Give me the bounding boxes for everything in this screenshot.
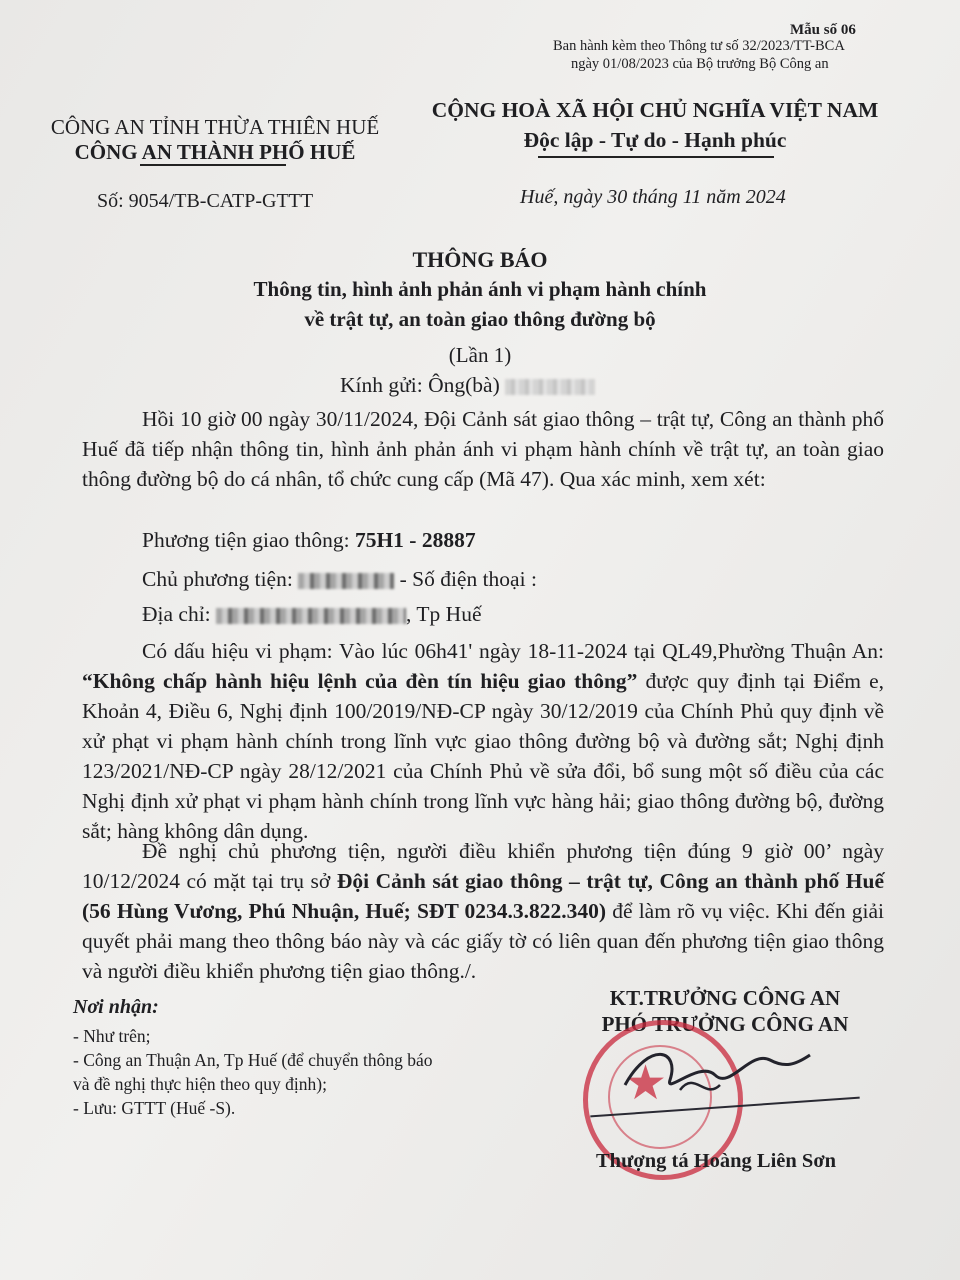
address-label: Địa chỉ: <box>142 602 211 626</box>
place-date: Huế, ngày 30 tháng 11 năm 2024 <box>520 186 786 208</box>
national-motto: Độc lập - Tự do - Hạnh phúc <box>523 128 787 152</box>
form-number: Mẫu số 06 <box>790 22 856 38</box>
document-number: Số: 9054/TB-CATP-GTTT <box>97 190 314 212</box>
recipient-item: - Như trên; <box>73 1026 151 1046</box>
form-legal-basis-line2: ngày 01/08/2023 của Bộ trưởng Bộ Công an <box>571 56 829 72</box>
address-city: , Tp Huế <box>406 602 482 626</box>
phone-label: - Số điện thoại : <box>399 567 537 591</box>
star-icon: ★ <box>624 1055 668 1111</box>
request-text-1: Đề nghị chủ phương tiện, người điều khiển phương tiện đúng 9 giờ 00’ ngày 10/12/2024 có mặt tại trụ sở <box>82 839 884 893</box>
recipients-title: Nơi nhận: <box>73 996 159 1018</box>
violation-text-1: Có dấu hiệu vi phạm: Vào lúc 06h41' ngày 18-11-2024 tại QL49,Phường Thuận An: <box>142 639 884 663</box>
recipient-line <box>340 373 595 398</box>
recipient-item: - Công an Thuận An, Tp Huế (để chuyển thông báo <box>73 1050 433 1070</box>
country-name: CỘNG HOÀ XÃ HỘI CHỦ NGHĨA VIỆT NAM <box>431 98 879 122</box>
violation-text-2: được quy định tại Điểm e, Khoản 4, Điều 6, Nghị định 100/2019/NĐ-CP ngày 30/12/2019 của Chính Phủ quy định về xử phạt vi phạm hành chính trong lĩnh vực giao thông đường bộ và đường sắt; Nghị định 123/2021/NĐ-CP ngày 28/12/2021 của Chính Phủ về sửa đổi, bổ sung một số điều của các Nghị định xử phạt vi phạm hành chính trong lĩnh vực hàng hải; giao thông đường bộ, đường sắt; hàng không dân dụng. <box>82 669 884 843</box>
owner-label: Chủ phương tiện: <box>142 567 293 591</box>
redacted-owner <box>298 573 394 589</box>
signer-title: PHÓ TRƯỞNG CÔNG AN <box>601 1012 849 1036</box>
handwritten-signature <box>620 1030 820 1110</box>
violation-description: “Không chấp hành hiệu lệnh của đèn tín hiệu giao thông” <box>82 669 638 693</box>
violation-paragraph <box>82 636 884 846</box>
vehicle-line <box>142 528 476 553</box>
license-plate: 75H1 - 28887 <box>354 528 476 552</box>
form-legal-basis-line1: Ban hành kèm theo Thông tư số 32/2023/TT-BCA <box>553 38 845 54</box>
address-line <box>142 602 482 627</box>
redacted-address <box>216 608 406 624</box>
signer-authority: KT.TRƯỞNG CÔNG AN <box>609 986 841 1010</box>
recipient-item: - Lưu: GTTT (Huế -S). <box>73 1098 236 1118</box>
document-title: THÔNG BÁO <box>412 247 548 272</box>
recipient-label: Kính gửi: Ông(bà) <box>340 373 500 397</box>
document-subtitle-line2: về trật tự, an toàn giao thông đường bộ <box>304 307 656 331</box>
motto-underline <box>538 156 774 158</box>
owner-line <box>142 567 537 592</box>
request-paragraph <box>82 836 884 986</box>
intro-paragraph: Hồi 10 giờ 00 ngày 30/11/2024, Đội Cảnh sát giao thông – trật tự, Công an thành phố Huế đã tiếp nhận thông tin, hình ảnh phản ánh vi phạm hành chính về trật tự, an toàn giao thông đường bộ do cá nhân, tổ chức cung cấp (Mã 47). Qua xác minh, xem xét: <box>82 407 884 491</box>
office-address: Đội Cảnh sát giao thông – trật tự, Công an thành phố Huế (56 Hùng Vương, Phú Nhuận, Huế; SĐT 0234.3.822.340) <box>82 869 884 923</box>
agency-parent: CÔNG AN TỈNH THỪA THIÊN HUẾ <box>50 115 380 139</box>
recipient-item: và đề nghị thực hiện theo quy định); <box>73 1074 327 1094</box>
signer-name: Thượng tá Hoàng Liên Sơn <box>596 1150 837 1172</box>
notice-round: (Lần 1) <box>448 343 512 367</box>
agency-name: CÔNG AN THÀNH PHỐ HUẾ <box>74 140 356 164</box>
document-subtitle-line1: Thông tin, hình ảnh phản ánh vi phạm hành chính <box>253 277 707 301</box>
redacted-name <box>505 379 595 395</box>
request-text-2: để làm rõ vụ việc. Khi đến giải quyết phải mang theo thông báo này và các giấy tờ có liên quan đến phương tiện giao thông và người điều khiển phương tiện giao thông./. <box>82 899 884 983</box>
vehicle-label: Phương tiện giao thông: <box>142 528 355 552</box>
agency-underline <box>140 164 286 166</box>
